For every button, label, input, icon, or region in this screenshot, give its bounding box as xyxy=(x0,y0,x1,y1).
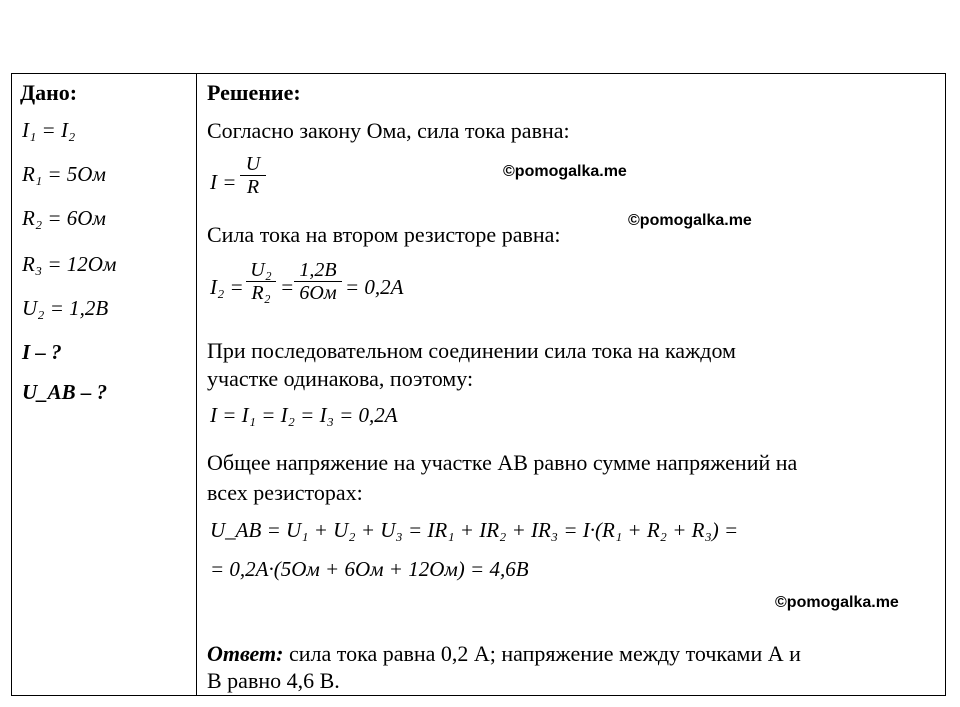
formula-2-numerator-2: 1,2В xyxy=(294,259,342,282)
formula-2-result: = 0,2А xyxy=(345,275,404,299)
watermark-2: ©pomogalka.me xyxy=(628,212,752,229)
watermark-1: ©pomogalka.me xyxy=(503,163,627,180)
given-line-1: I₁ = I₂ xyxy=(22,118,76,142)
solution-paragraph-2: Сила тока на втором резисторе равна: xyxy=(207,222,561,247)
formula-2-denominator-1: R₂ xyxy=(251,282,271,304)
given-line-7: U_AB – ? xyxy=(22,380,108,404)
watermark-3: ©pomogalka.me xyxy=(775,594,899,611)
formula-4a: U_AB = U₁ + U₂ + U₃ = IR₁ + IR₂ + IR₃ = I·(R₁ + R₂ + R₃) = xyxy=(210,518,739,542)
formula-2-denominator-2: 6Ом xyxy=(299,282,337,304)
solution-paragraph-3b: участке одинакова, поэтому: xyxy=(207,366,474,391)
given-line-5: U₂ = 1,2В xyxy=(22,296,109,320)
formula-4b: = 0,2А·(5Ом + 6Ом + 12Ом) = 4,6В xyxy=(210,557,529,581)
formula-2-numerator-1: U₂ xyxy=(246,259,276,282)
answer-text-a: сила тока равна 0,2 А; напряжение между точками А и xyxy=(283,641,801,666)
given-line-4: R₃ = 12Ом xyxy=(22,252,117,276)
formula-2-lhs: I₂ = xyxy=(210,275,244,299)
solution-paragraph-1: Согласно закону Ома, сила тока равна: xyxy=(207,118,570,143)
given-heading: Дано: xyxy=(20,80,78,105)
formula-1-numerator: U xyxy=(240,153,266,176)
given-line-6: I – ? xyxy=(22,340,62,364)
answer-line-2: В равно 4,6 В. xyxy=(207,668,340,693)
formula-1-denominator: R xyxy=(246,176,260,198)
formula-2-fraction-1 xyxy=(246,259,276,304)
formula-2-fraction-2 xyxy=(294,259,342,304)
solution-heading: Решение: xyxy=(207,80,301,105)
formula-3: I = I₁ = I₂ = I₃ = 0,2А xyxy=(210,403,398,427)
given-line-2: R₁ = 5Ом xyxy=(22,162,106,186)
solution-paragraph-4b: всех резисторах: xyxy=(207,480,363,505)
formula-1-lhs: I = xyxy=(210,170,237,194)
formula-2-equals: = xyxy=(280,275,295,299)
solution-paragraph-4a: Общее напряжение на участке АВ равно сумме напряжений на xyxy=(207,450,798,475)
column-divider xyxy=(196,73,197,696)
answer-label: Ответ: xyxy=(207,641,284,666)
solution-paragraph-3a: При последовательном соединении сила тока на каждом xyxy=(207,338,736,363)
formula-1-fraction xyxy=(240,153,266,198)
answer-line-1 xyxy=(207,641,801,667)
given-line-3: R₂ = 6Ом xyxy=(22,206,106,230)
